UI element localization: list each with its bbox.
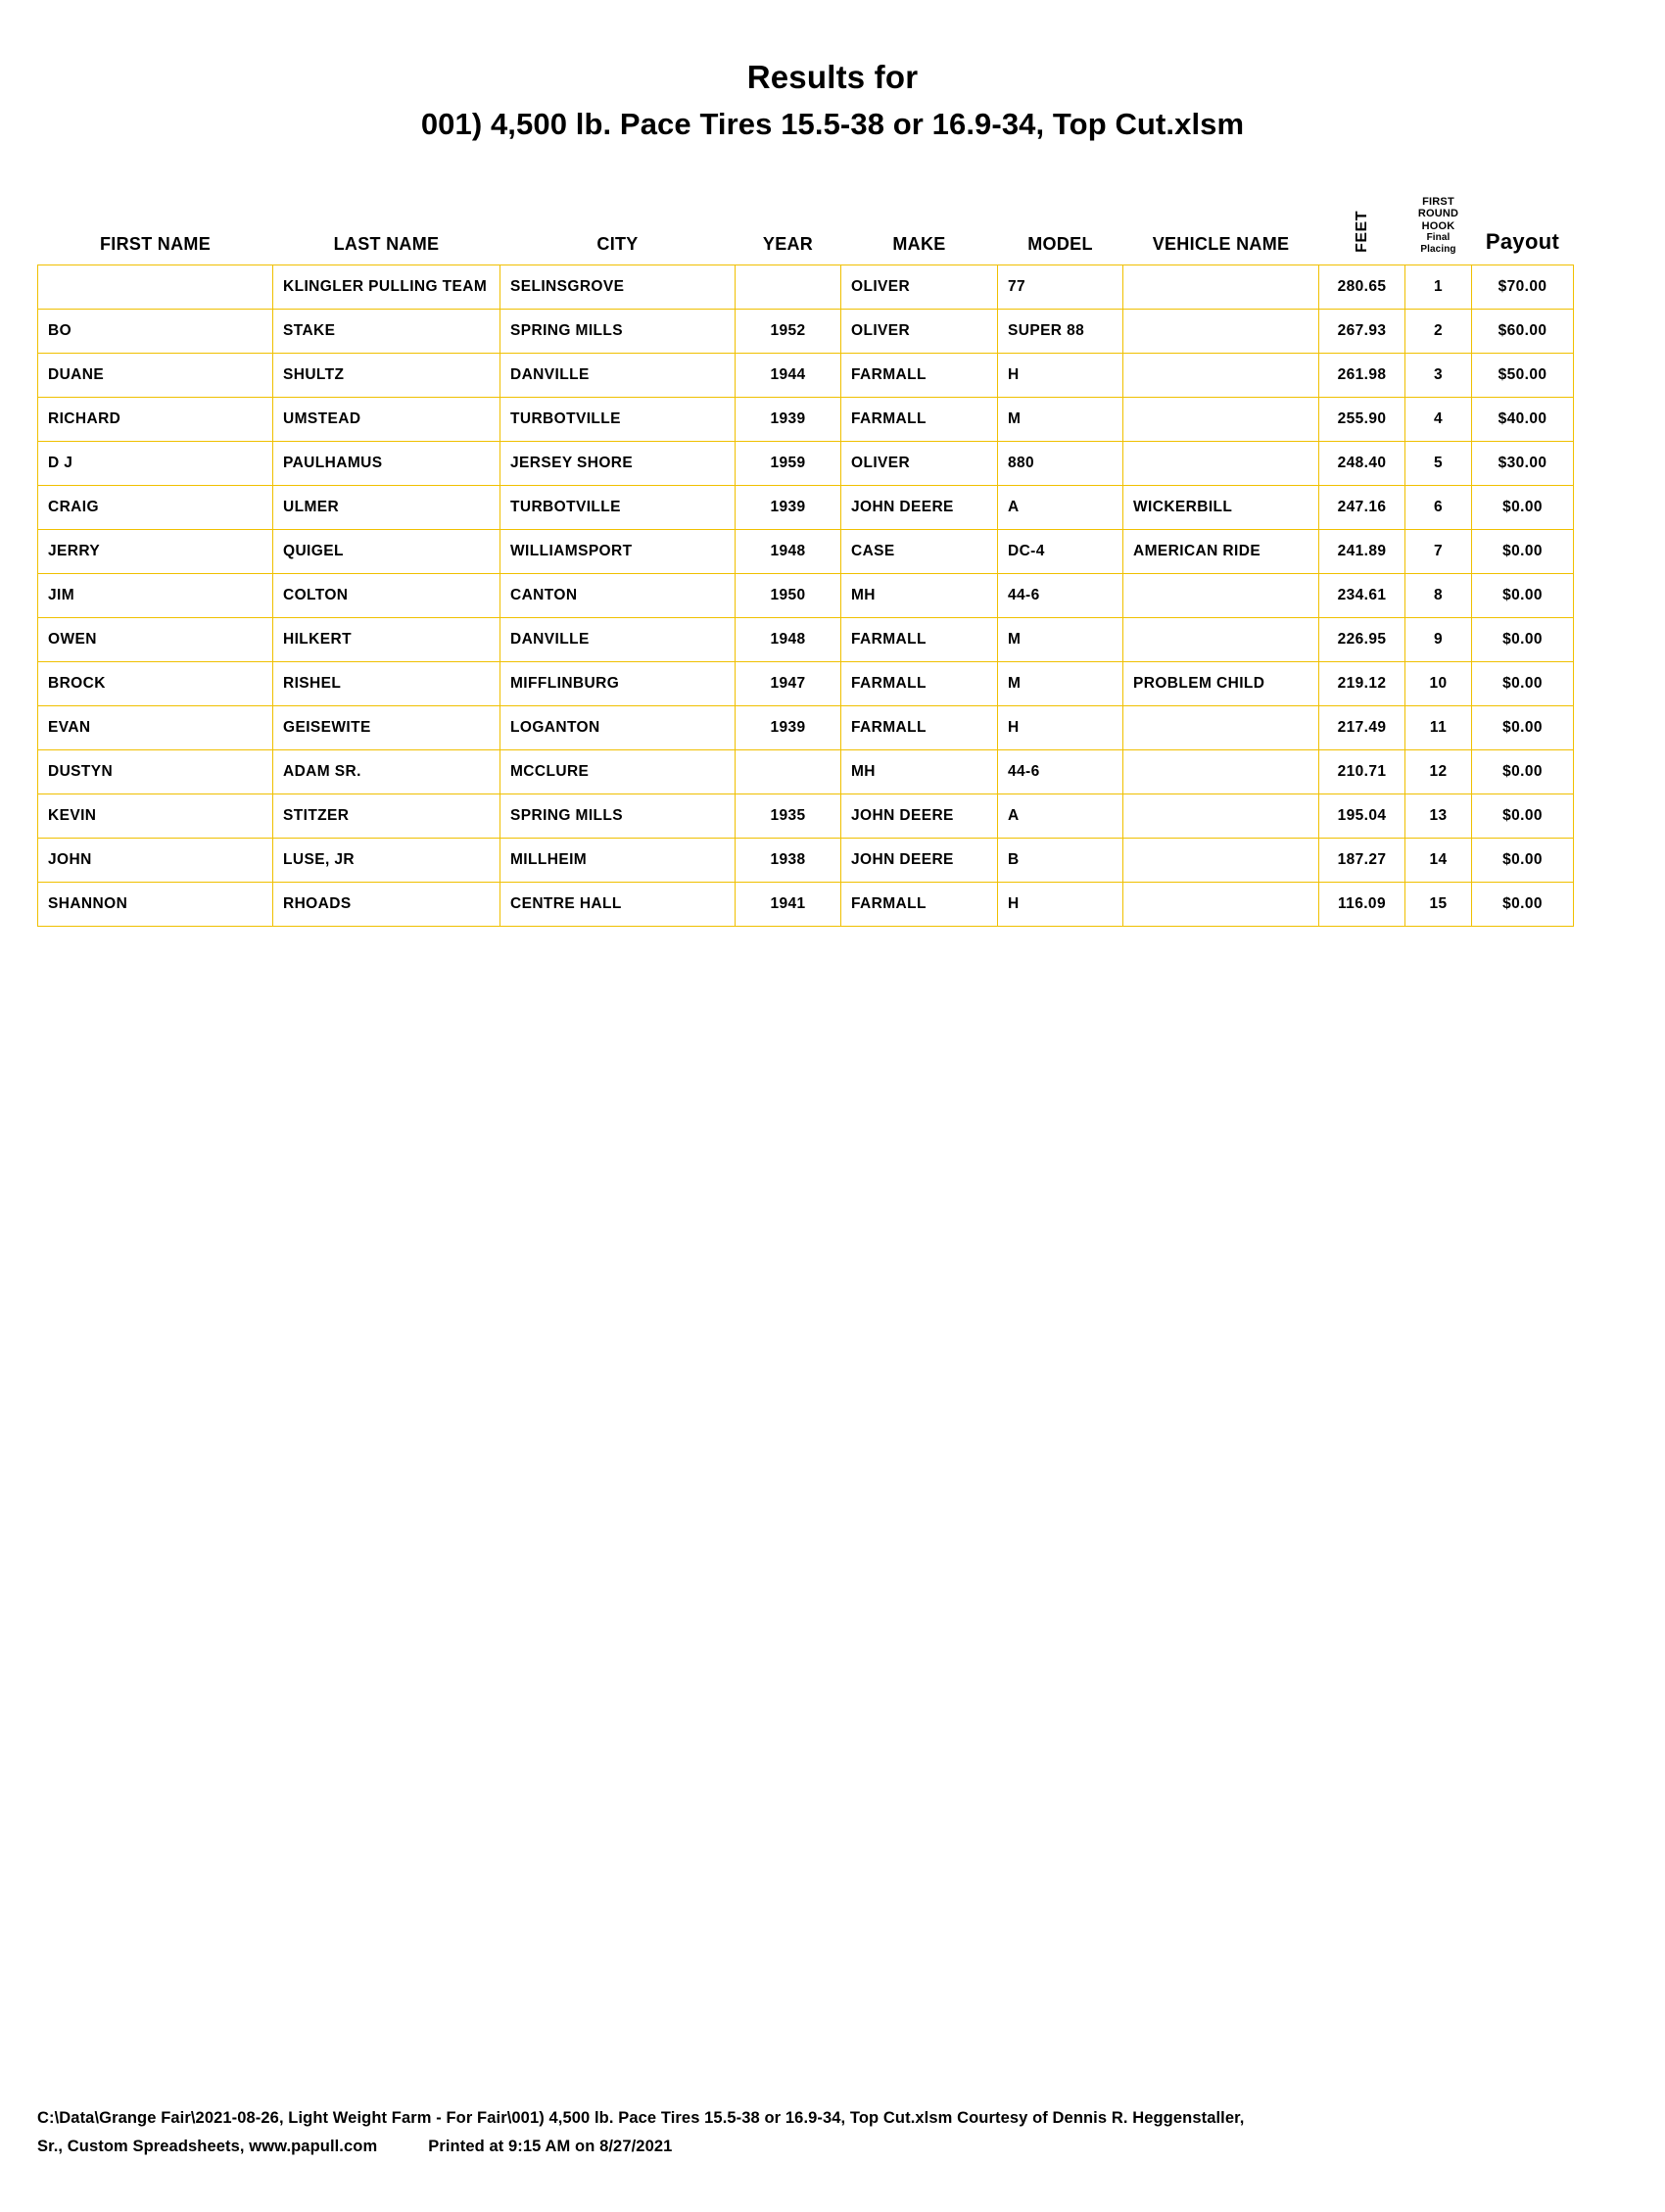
cell-first-name: BROCK [38,662,273,706]
column-header-make: MAKE [892,234,946,255]
cell-make: FARMALL [841,354,998,398]
cell-vehicle-name [1123,750,1319,794]
cell-model: 44-6 [998,574,1123,618]
cell-last-name: RISHEL [273,662,500,706]
cell-last-name: GEISEWITE [273,706,500,750]
cell-first-name: JIM [38,574,273,618]
cell-hook: 8 [1405,574,1472,618]
cell-vehicle-name [1123,265,1319,310]
cell-hook: 2 [1405,310,1472,354]
cell-city: LOGANTON [500,706,736,750]
cell-make: MH [841,574,998,618]
cell-make: FARMALL [841,706,998,750]
cell-make: FARMALL [841,618,998,662]
cell-first-name: DUSTYN [38,750,273,794]
cell-city: SELINSGROVE [500,265,736,310]
cell-payout: $50.00 [1472,354,1574,398]
cell-make: FARMALL [841,883,998,927]
cell-city: JERSEY SHORE [500,442,736,486]
column-header-last-name: LAST NAME [333,234,440,255]
cell-city: DANVILLE [500,618,736,662]
cell-first-name: KEVIN [38,794,273,839]
cell-make: JOHN DEERE [841,839,998,883]
cell-city: TURBOTVILLE [500,398,736,442]
cell-model: DC-4 [998,530,1123,574]
cell-payout: $0.00 [1472,486,1574,530]
cell-feet: 187.27 [1319,839,1405,883]
cell-city: DANVILLE [500,354,736,398]
cell-vehicle-name [1123,310,1319,354]
cell-make: OLIVER [841,310,998,354]
cell-year: 1939 [736,706,841,750]
cell-hook: 6 [1405,486,1472,530]
cell-first-name: OWEN [38,618,273,662]
cell-year: 1952 [736,310,841,354]
results-table [37,192,1574,928]
cell-first-name: SHANNON [38,883,273,927]
cell-first-name: D J [38,442,273,486]
cell-make: MH [841,750,998,794]
cell-hook: 4 [1405,398,1472,442]
footer-print-time: Printed at 9:15 AM on 8/27/2021 [428,2138,673,2156]
cell-city: MIFFLINBURG [500,662,736,706]
column-header-feet-label: FEET [1353,210,1370,253]
cell-first-name: RICHARD [38,398,273,442]
cell-vehicle-name [1123,794,1319,839]
cell-payout: $30.00 [1472,442,1574,486]
table-row [38,354,1574,398]
cell-model: 880 [998,442,1123,486]
cell-feet: 267.93 [1319,310,1405,354]
cell-city: TURBOTVILLE [500,486,736,530]
cell-make: CASE [841,530,998,574]
cell-make: JOHN DEERE [841,794,998,839]
cell-last-name: ADAM SR. [273,750,500,794]
page-footer [37,2104,1628,2161]
cell-first-name: BO [38,310,273,354]
cell-last-name: HILKERT [273,618,500,662]
cell-year: 1939 [736,398,841,442]
cell-feet: 195.04 [1319,794,1405,839]
cell-vehicle-name [1123,618,1319,662]
cell-vehicle-name [1123,442,1319,486]
cell-payout: $0.00 [1472,618,1574,662]
cell-vehicle-name [1123,354,1319,398]
cell-model: 44-6 [998,750,1123,794]
table-row [38,442,1574,486]
title-line-2: 001) 4,500 lb. Pace Tires 15.5-38 or 16.9-34, Top Cut.xlsm [420,107,1245,142]
hook-header-line-1: FIRST ROUND [1417,195,1459,220]
table-body [38,265,1574,927]
cell-last-name: COLTON [273,574,500,618]
cell-model: M [998,618,1123,662]
cell-feet: 247.16 [1319,486,1405,530]
cell-vehicle-name: PROBLEM CHILD [1123,662,1319,706]
cell-feet: 226.95 [1319,618,1405,662]
cell-last-name: QUIGEL [273,530,500,574]
cell-model: B [998,839,1123,883]
cell-last-name: UMSTEAD [273,398,500,442]
cell-year: 1959 [736,442,841,486]
cell-city: MCCLURE [500,750,736,794]
cell-feet: 116.09 [1319,883,1405,927]
table-row [38,398,1574,442]
cell-year: 1941 [736,883,841,927]
cell-hook: 10 [1405,662,1472,706]
cell-payout: $60.00 [1472,310,1574,354]
cell-hook: 12 [1405,750,1472,794]
page-title [0,57,1665,145]
cell-model: H [998,706,1123,750]
cell-feet: 217.49 [1319,706,1405,750]
cell-make: FARMALL [841,662,998,706]
cell-last-name: KLINGLER PULLING TEAM [273,265,500,310]
cell-year: 1938 [736,839,841,883]
cell-payout: $0.00 [1472,530,1574,574]
cell-year [736,265,841,310]
hook-header-line-2: HOOK [1421,219,1455,232]
table-row [38,662,1574,706]
column-header-first-round-hook [1405,192,1472,265]
cell-make: JOHN DEERE [841,486,998,530]
cell-last-name: ULMER [273,486,500,530]
cell-first-name [38,265,273,310]
cell-last-name: LUSE, JR [273,839,500,883]
cell-first-name: JOHN [38,839,273,883]
cell-first-name: DUANE [38,354,273,398]
table-row [38,618,1574,662]
cell-hook: 5 [1405,442,1472,486]
column-header-city: CITY [596,234,639,255]
cell-year: 1950 [736,574,841,618]
cell-feet: 255.90 [1319,398,1405,442]
cell-model: A [998,794,1123,839]
results-table-container [37,192,1628,928]
column-header-feet [1319,192,1405,265]
cell-year: 1935 [736,794,841,839]
cell-hook: 3 [1405,354,1472,398]
table-row [38,574,1574,618]
column-header-model: MODEL [1027,234,1093,255]
table-header [38,192,1574,265]
cell-payout: $0.00 [1472,839,1574,883]
cell-vehicle-name [1123,398,1319,442]
cell-payout: $0.00 [1472,794,1574,839]
cell-vehicle-name: WICKERBILL [1123,486,1319,530]
cell-make: OLIVER [841,265,998,310]
table-row [38,265,1574,310]
cell-city: CENTRE HALL [500,883,736,927]
cell-vehicle-name: AMERICAN RIDE [1123,530,1319,574]
table-row [38,310,1574,354]
cell-feet: 261.98 [1319,354,1405,398]
cell-last-name: SHULTZ [273,354,500,398]
table-header-row [38,192,1574,265]
cell-first-name: JERRY [38,530,273,574]
table-row [38,706,1574,750]
cell-last-name: PAULHAMUS [273,442,500,486]
cell-payout: $0.00 [1472,750,1574,794]
cell-year: 1947 [736,662,841,706]
cell-city: SPRING MILLS [500,794,736,839]
cell-hook: 7 [1405,530,1472,574]
cell-model: M [998,398,1123,442]
cell-city: SPRING MILLS [500,310,736,354]
cell-hook: 14 [1405,839,1472,883]
cell-feet: 210.71 [1319,750,1405,794]
table-row [38,794,1574,839]
cell-year: 1939 [736,486,841,530]
cell-hook: 13 [1405,794,1472,839]
cell-hook: 15 [1405,883,1472,927]
table-row [38,530,1574,574]
cell-vehicle-name [1123,839,1319,883]
cell-payout: $40.00 [1472,398,1574,442]
cell-vehicle-name [1123,883,1319,927]
table-row [38,750,1574,794]
cell-city: WILLIAMSPORT [500,530,736,574]
cell-model: M [998,662,1123,706]
cell-last-name: RHOADS [273,883,500,927]
footer-credit: Sr., Custom Spreadsheets, www.papull.com [37,2138,378,2156]
title-line-1: Results for [746,59,919,95]
cell-year [736,750,841,794]
cell-feet: 234.61 [1319,574,1405,618]
cell-vehicle-name [1123,706,1319,750]
column-header-payout: Payout [1485,229,1560,255]
cell-model: A [998,486,1123,530]
cell-last-name: STITZER [273,794,500,839]
cell-year: 1948 [736,618,841,662]
cell-first-name: CRAIG [38,486,273,530]
cell-make: OLIVER [841,442,998,486]
hook-header-line-3: Final Placing [1420,232,1456,255]
cell-model: H [998,354,1123,398]
cell-vehicle-name [1123,574,1319,618]
cell-payout: $0.00 [1472,574,1574,618]
cell-year: 1944 [736,354,841,398]
cell-hook: 11 [1405,706,1472,750]
column-header-year: YEAR [762,234,814,255]
cell-payout: $0.00 [1472,662,1574,706]
cell-make: FARMALL [841,398,998,442]
cell-feet: 248.40 [1319,442,1405,486]
cell-feet: 280.65 [1319,265,1405,310]
cell-model: SUPER 88 [998,310,1123,354]
cell-model: 77 [998,265,1123,310]
column-header-vehicle-name: VEHICLE NAME [1152,234,1290,255]
cell-year: 1948 [736,530,841,574]
cell-city: CANTON [500,574,736,618]
table-row [38,883,1574,927]
cell-hook: 9 [1405,618,1472,662]
footer-file-path: C:\Data\Grange Fair\2021-08-26, Light Weight Farm - For Fair\001) 4,500 lb. Pace Tires 15.5-38 or 16.9-34, Top Cut.xlsm Courtesy of Dennis R. Heggenstaller, [37,2109,1245,2128]
cell-city: MILLHEIM [500,839,736,883]
cell-last-name: STAKE [273,310,500,354]
table-row [38,839,1574,883]
table-row [38,486,1574,530]
column-header-first-name: FIRST NAME [100,234,211,255]
cell-feet: 241.89 [1319,530,1405,574]
cell-first-name: EVAN [38,706,273,750]
cell-feet: 219.12 [1319,662,1405,706]
cell-payout: $70.00 [1472,265,1574,310]
cell-hook: 1 [1405,265,1472,310]
cell-payout: $0.00 [1472,706,1574,750]
cell-payout: $0.00 [1472,883,1574,927]
cell-model: H [998,883,1123,927]
results-page [0,57,1665,2212]
